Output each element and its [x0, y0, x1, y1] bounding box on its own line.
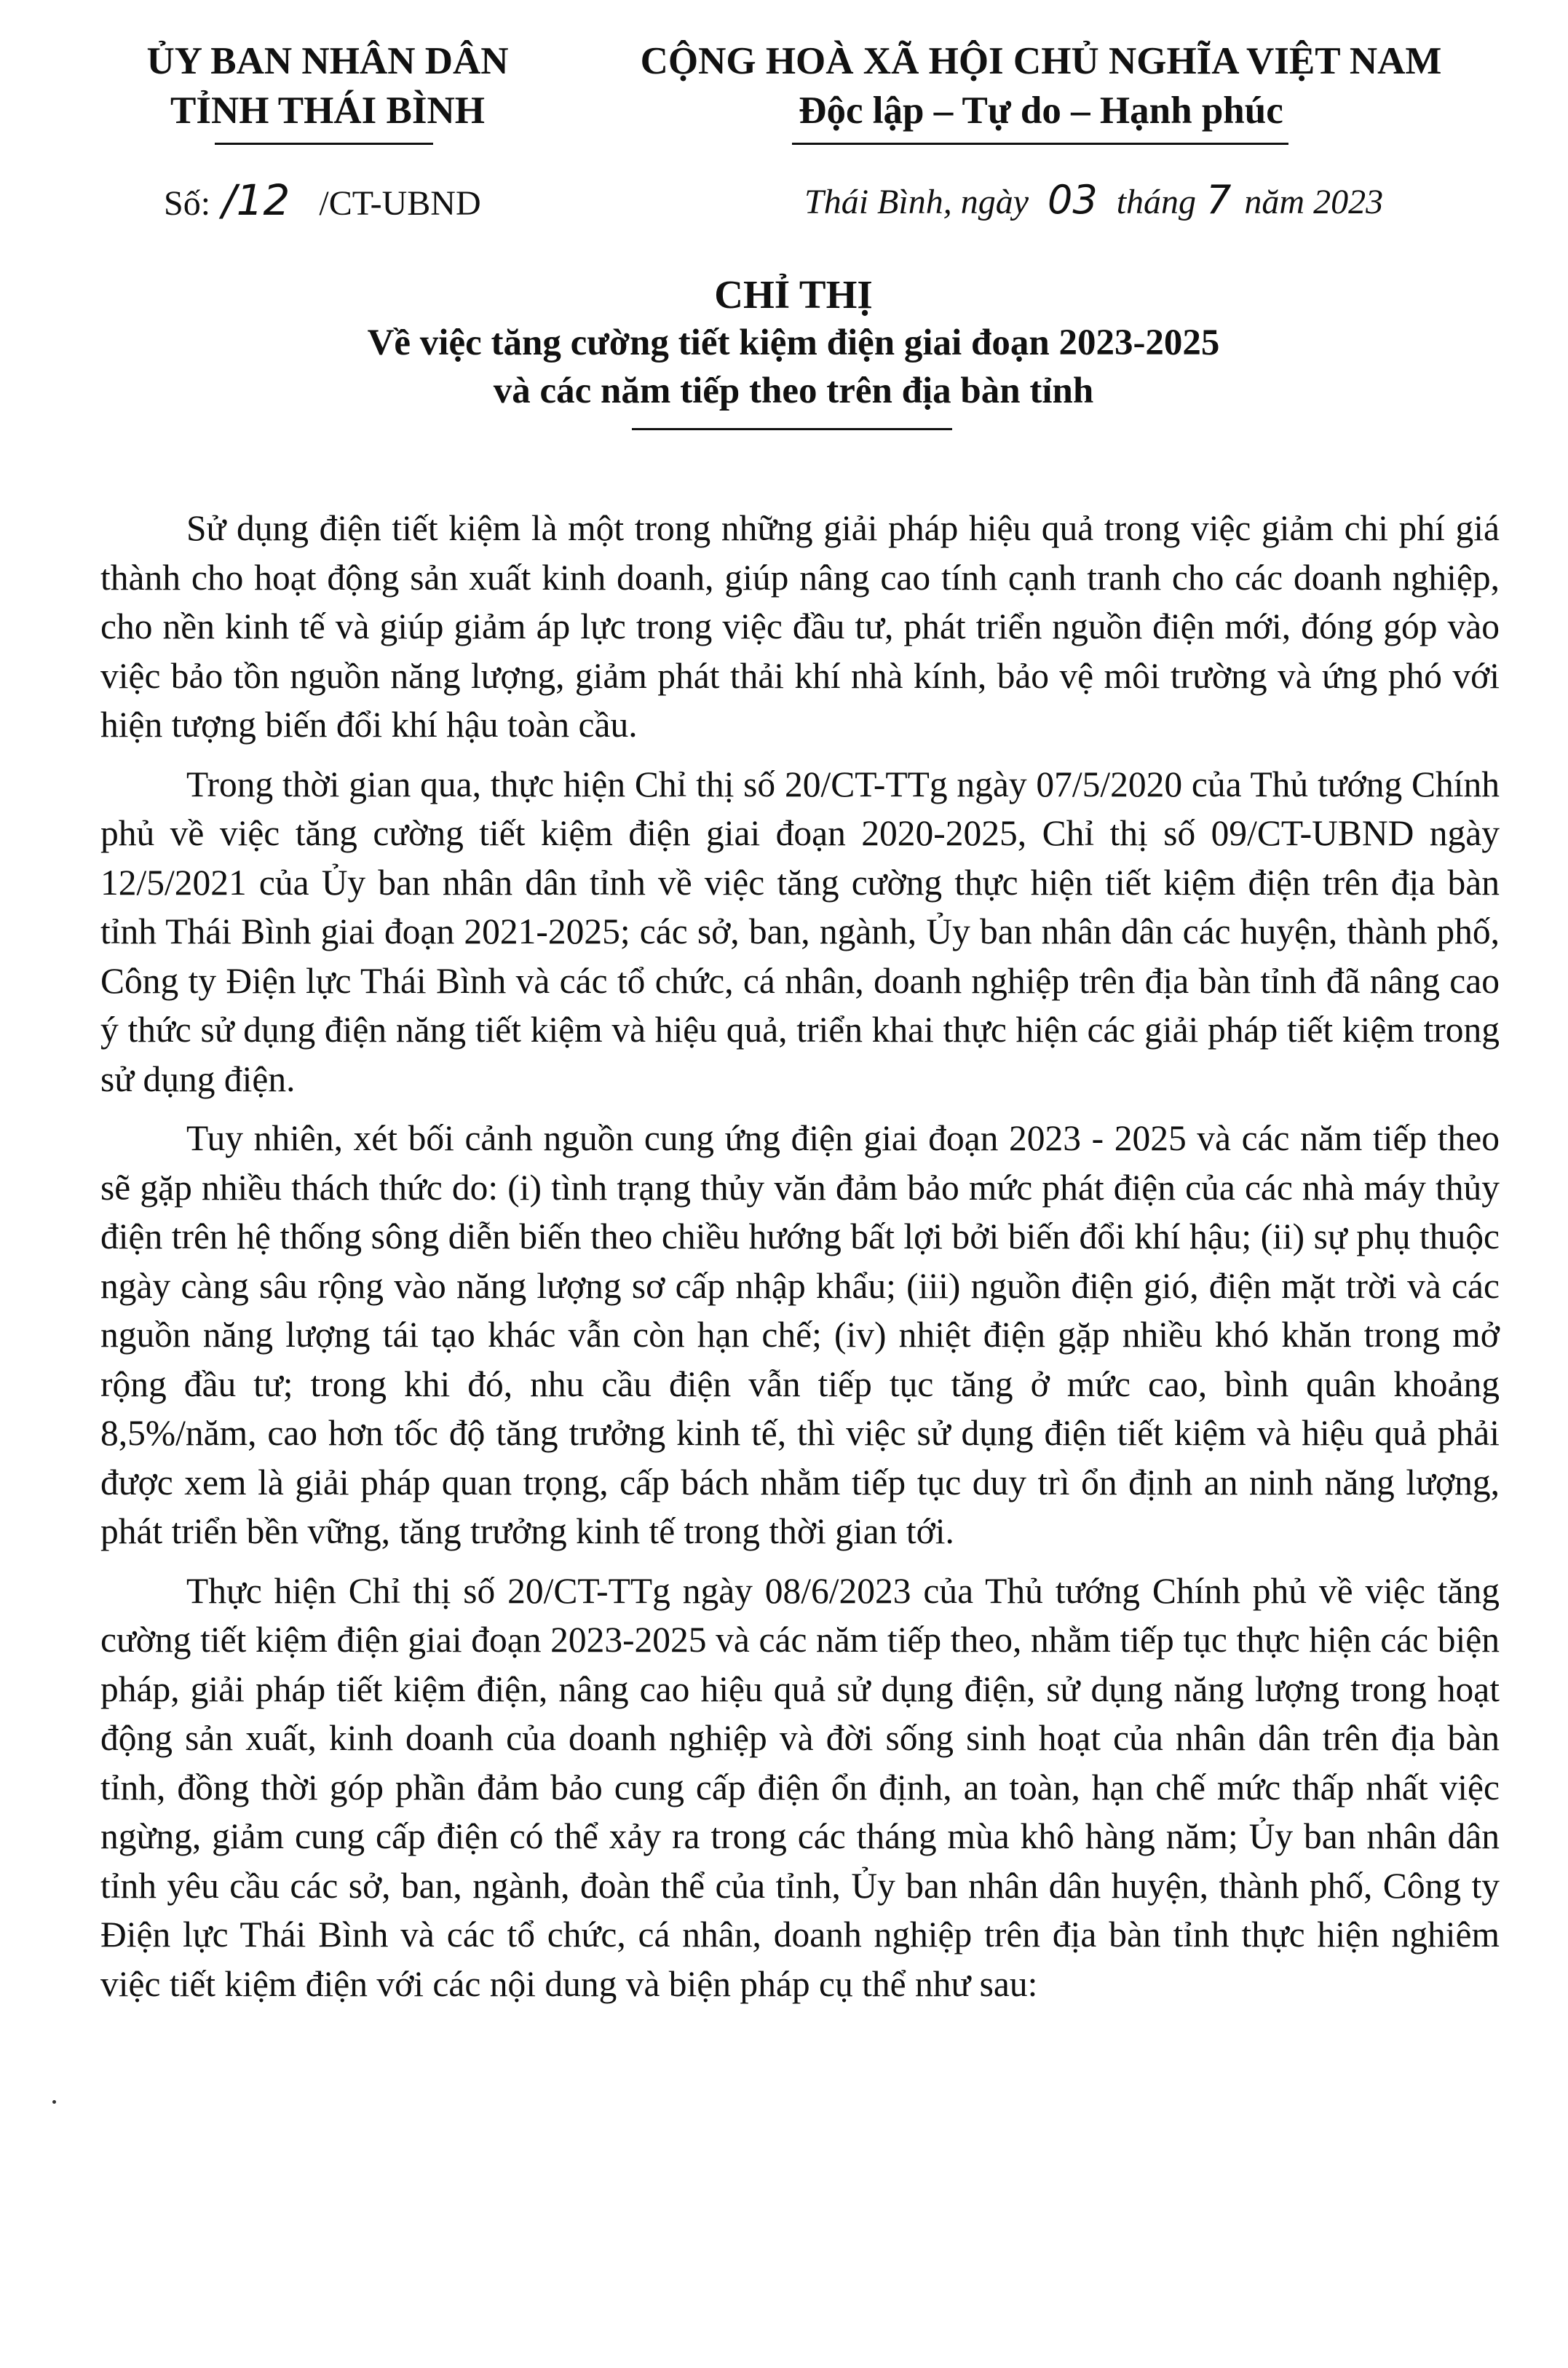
- date-year: năm 2023: [1244, 183, 1384, 221]
- number-suffix: /CT-UBND: [319, 184, 481, 223]
- date-place: Thái Bình, ngày: [804, 183, 1029, 221]
- motto-underline: [792, 143, 1288, 145]
- issuer-line-2: TỈNH THÁI BÌNH: [170, 90, 485, 132]
- date-month-label: tháng: [1116, 183, 1197, 221]
- issuer-underline: [215, 143, 433, 145]
- national-header: [619, 36, 1463, 135]
- subject-line-1: Về việc tăng cường tiết kiệm điện giai đoạn 2023-2025: [367, 322, 1220, 363]
- issuer-line-1: ỦY BAN NHÂN DÂN: [146, 40, 509, 82]
- paragraph: Trong thời gian qua, thực hiện Chỉ thị số 20/CT-TTg ngày 07/5/2020 của Thủ tướng Chính phủ về việc tăng cường tiết kiệm điện giai đoạn 2020-2025, Chỉ thị số 09/CT-UBND ngày 12/5/2021 của Ủy ban nhân dân tỉnh về việc tăng cường thực hiện tiết kiệm điện trên địa bàn tỉnh Thái Bình giai đoạn 2021-2025; các sở, ban, ngành, Ủy ban nhân dân các huyện, thành phố, Công ty Điện lực Thái Bình và các tổ chức, cá nhân, doanh nghiệp trên địa bàn tỉnh đã nâng cao ý thức sử dụng điện năng tiết kiệm và hiệu quả, triển khai thực hiện các giải pháp tiết kiệm trong sử dụng điện.: [100, 764, 1500, 1099]
- document-number: [164, 175, 481, 226]
- number-prefix: Số:: [164, 184, 211, 223]
- number-value: /12: [222, 175, 290, 225]
- issue-date: [804, 178, 1383, 224]
- paragraph: Sử dụng điện tiết kiệm là một trong những giải pháp hiệu quả trong việc giảm chi phí giá thành cho hoạt động sản xuất kinh doanh, giúp nâng cao tính cạnh tranh cho các doanh nghiệp, cho nền kinh tế và giúp giảm áp lực trong việc đầu tư, phát triển nguồn điện mới, đóng góp vào việc bảo tồn nguồn năng lượng, giảm phát thải khí nhà kính, bảo vệ môi trường và ứng phó với hiện tượng biến đổi khí hậu toàn cầu.: [100, 508, 1500, 745]
- issuer-header: [131, 36, 524, 135]
- subject-line-2: và các năm tiếp theo trên địa bàn tỉnh: [493, 371, 1094, 411]
- date-month: 7: [1206, 177, 1232, 223]
- date-day: 03: [1048, 177, 1098, 223]
- nation-motto: Độc lập – Tự do – Hạnh phúc: [799, 90, 1283, 132]
- title-underline: [632, 428, 952, 430]
- paragraph: Tuy nhiên, xét bối cảnh nguồn cung ứng điện giai đoạn 2023 - 2025 và các năm tiếp theo sẽ gặp nhiều thách thức do: (i) tình trạng thủy văn đảm bảo mức phát điện của các nhà máy thủy điện trên hệ thống sông diễn biến theo chiều hướng bất lợi bởi biến đổi khí hậu; (ii) sự phụ thuộc ngày càng sâu rộng vào năng lượng sơ cấp nhập khẩu; (iii) nguồn điện gió, điện mặt trời và các nguồn năng lượng tái tạo khác vẫn còn hạn chế; (iv) nhiệt điện gặp nhiều khó khăn trong mở rộng đầu tư; trong khi đó, nhu cầu điện vẫn tiếp tục tăng ở mức cao, bình quân khoảng 8,5%/năm, cao hơn tốc độ tăng trưởng kinh tế, thì việc sử dụng điện tiết kiệm và hiệu quả phải được xem là giải pháp quan trọng, cấp bách nhằm tiếp tục duy trì ổn định an ninh năng lượng, phát triển bền vững, tăng trưởng kinh tế trong thời gian tới.: [100, 1118, 1500, 1551]
- nation-line-1: CỘNG HOÀ XÃ HỘI CHỦ NGHĨA VIỆT NAM: [640, 40, 1442, 82]
- document-body: [100, 504, 1500, 2019]
- scan-speck: [52, 2100, 56, 2104]
- paragraph: Thực hiện Chỉ thị số 20/CT-TTg ngày 08/6/2023 của Thủ tướng Chính phủ về việc tăng cường tiết kiệm điện giai đoạn 2023-2025 và các năm tiếp theo, nhằm tiếp tục thực hiện các biện pháp, giải pháp tiết kiệm điện, nâng cao hiệu quả sử dụng điện, sử dụng năng lượng trong hoạt động sản xuất, kinh doanh của doanh nghiệp và đời sống sinh hoạt của nhân dân trên địa bàn tỉnh, đồng thời góp phần đảm bảo cung cấp điện ổn định, an toàn, hạn chế mức thấp nhất việc ngừng, giảm cung cấp điện có thể xảy ra trong các tháng mùa khô hàng năm; Ủy ban nhân dân tỉnh yêu cầu các sở, ban, ngành, đoàn thể của tỉnh, Ủy ban nhân dân huyện, thành phố, Công ty Điện lực Thái Bình và các tổ chức, cá nhân, doanh nghiệp trên địa bàn tỉnh thực hiện nghiêm việc tiết kiệm điện với các nội dung và biện pháp cụ thể như sau:: [100, 1570, 1500, 2004]
- document-title-block: [218, 271, 1369, 415]
- document-type: CHỈ THỊ: [714, 272, 873, 317]
